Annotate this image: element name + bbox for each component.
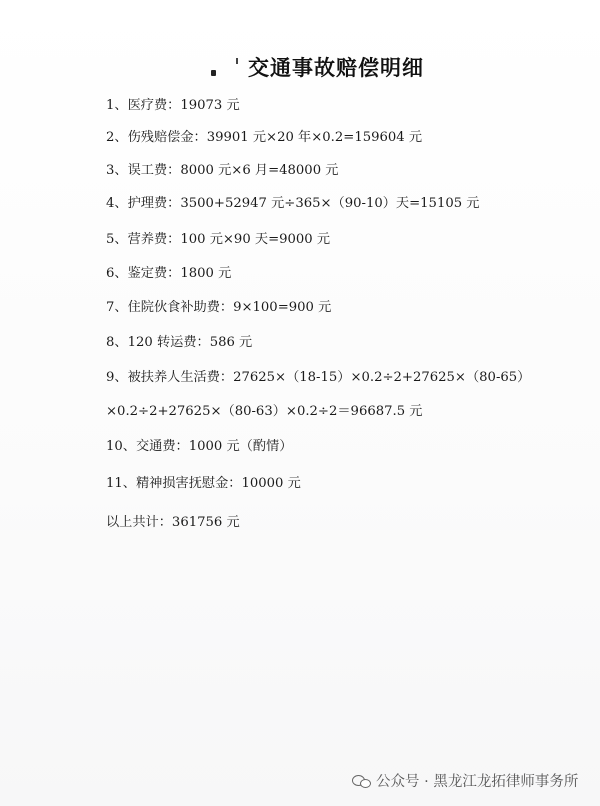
watermark-text: 公众号 · 黑龙江龙拓律师事务所 (376, 774, 579, 790)
watermark (352, 770, 578, 791)
item-nutrition: 5、营养费：100 元×90 天=9000 元 (106, 232, 331, 247)
item-hospital-meals: 7、住院伙食补助费：9×100=900 元 (106, 300, 332, 315)
item-transfer: 8、120 转运费：586 元 (106, 335, 253, 350)
item-mental-damage: 11、精神损害抚慰金：10000 元 (106, 476, 301, 491)
scan-mark (236, 58, 238, 64)
item-dependent-living-continued: ×0.2÷2+27625×（80-63）×0.2÷2＝96687.5 元 (106, 404, 423, 419)
item-appraisal: 6、鉴定费：1800 元 (106, 266, 232, 281)
item-transport: 10、交通费：1000 元（酌情） (106, 439, 293, 454)
item-lost-wages: 3、误工费：8000 元×6 月=48000 元 (106, 163, 339, 178)
item-nursing: 4、护理费：3500+52947 元÷365×（90-10）天=15105 元 (106, 196, 480, 211)
item-medical: 1、医疗费：19073 元 (106, 98, 240, 113)
total-line: 以上共计：361756 元 (106, 515, 240, 530)
item-disability: 2、伤残赔偿金：39901 元×20 年×0.2=159604 元 (106, 130, 423, 145)
wechat-icon (352, 774, 372, 788)
document-title: 交通事故赔偿明细 (248, 56, 424, 80)
scan-mark (211, 70, 216, 76)
item-dependent-living: 9、被扶养人生活费：27625×（18-15）×0.2÷2+27625×（80-65） (106, 370, 531, 385)
